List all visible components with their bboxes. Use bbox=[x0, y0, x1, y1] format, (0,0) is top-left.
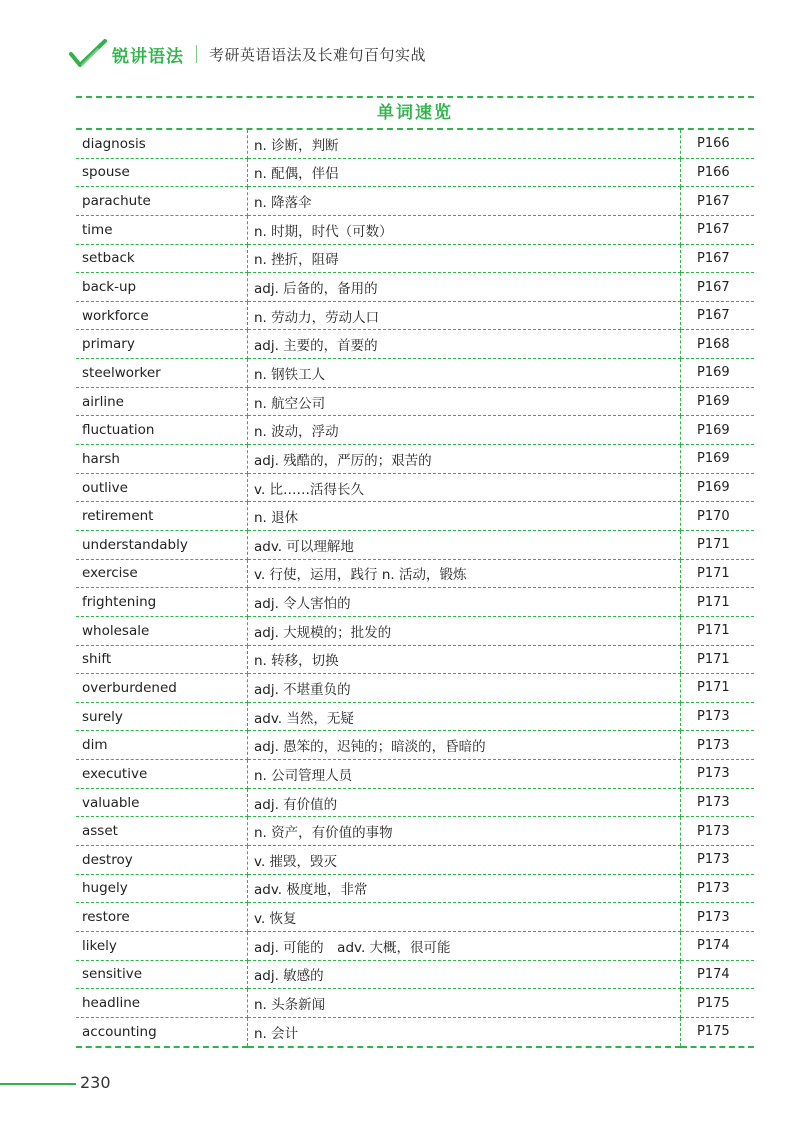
vocab-definition: n. 波动，浮动 bbox=[248, 416, 681, 445]
header-divider bbox=[196, 45, 197, 63]
vocab-word: exercise bbox=[76, 559, 248, 588]
vocab-page-ref: P173 bbox=[681, 788, 755, 817]
table-row bbox=[76, 989, 754, 1018]
vocab-page-ref: P167 bbox=[681, 187, 755, 216]
vocab-word: restore bbox=[76, 903, 248, 932]
book-subtitle: 考研英语语法及长难句百句实战 bbox=[209, 45, 427, 64]
vocab-word: destroy bbox=[76, 846, 248, 875]
vocab-page-ref: P173 bbox=[681, 874, 755, 903]
vocab-word: time bbox=[76, 215, 248, 244]
table-row bbox=[76, 416, 754, 445]
vocab-page-ref: P171 bbox=[681, 530, 755, 559]
table-row bbox=[76, 301, 754, 330]
vocab-page-ref: P175 bbox=[681, 1017, 755, 1046]
table-row bbox=[76, 1017, 754, 1046]
vocab-table bbox=[76, 130, 754, 1048]
vocab-word: diagnosis bbox=[76, 130, 248, 158]
vocab-definition: v. 比……活得长久 bbox=[248, 473, 681, 502]
vocab-word: primary bbox=[76, 330, 248, 359]
vocab-word: asset bbox=[76, 817, 248, 846]
vocab-definition: adv. 可以理解地 bbox=[248, 530, 681, 559]
vocab-definition: adj. 敏感的 bbox=[248, 960, 681, 989]
vocab-page-ref: P175 bbox=[681, 989, 755, 1018]
vocab-page-ref: P170 bbox=[681, 502, 755, 531]
table-row bbox=[76, 530, 754, 559]
vocab-word: retirement bbox=[76, 502, 248, 531]
vocab-word: shift bbox=[76, 645, 248, 674]
vocab-definition: adj. 大规模的；批发的 bbox=[248, 616, 681, 645]
vocab-definition: adv. 极度地，非常 bbox=[248, 874, 681, 903]
table-row bbox=[76, 817, 754, 846]
vocab-definition: adj. 残酷的，严厉的；艰苦的 bbox=[248, 445, 681, 474]
vocab-page-ref: P173 bbox=[681, 731, 755, 760]
vocab-page-ref: P174 bbox=[681, 931, 755, 960]
vocab-page-ref: P174 bbox=[681, 960, 755, 989]
table-row bbox=[76, 387, 754, 416]
vocab-definition: adj. 愚笨的，迟钝的；暗淡的，昏暗的 bbox=[248, 731, 681, 760]
vocab-definition: adj. 后备的，备用的 bbox=[248, 273, 681, 302]
vocab-page-ref: P173 bbox=[681, 702, 755, 731]
vocab-definition: adj. 不堪重负的 bbox=[248, 674, 681, 703]
table-row bbox=[76, 846, 754, 875]
checkmark-pen-logo-icon bbox=[68, 39, 108, 69]
vocab-page-ref: P171 bbox=[681, 588, 755, 617]
table-row bbox=[76, 215, 754, 244]
vocab-word: back-up bbox=[76, 273, 248, 302]
table-row bbox=[76, 645, 754, 674]
footer-accent-line bbox=[0, 1083, 76, 1085]
vocab-definition: adj. 可能的 adv. 大概，很可能 bbox=[248, 931, 681, 960]
vocab-page-ref: P167 bbox=[681, 215, 755, 244]
vocab-word: headline bbox=[76, 989, 248, 1018]
vocab-word: steelworker bbox=[76, 359, 248, 388]
vocab-word: overburdened bbox=[76, 674, 248, 703]
table-row bbox=[76, 244, 754, 273]
table-row bbox=[76, 960, 754, 989]
vocab-definition: adj. 主要的，首要的 bbox=[248, 330, 681, 359]
vocab-word: dim bbox=[76, 731, 248, 760]
vocab-word: valuable bbox=[76, 788, 248, 817]
vocab-word: harsh bbox=[76, 445, 248, 474]
vocab-definition: n. 会计 bbox=[248, 1017, 681, 1046]
vocab-word: workforce bbox=[76, 301, 248, 330]
vocab-page-ref: P167 bbox=[681, 244, 755, 273]
vocab-page-ref: P171 bbox=[681, 645, 755, 674]
table-row bbox=[76, 616, 754, 645]
vocab-definition: n. 挫折，阻碍 bbox=[248, 244, 681, 273]
vocab-page-ref: P169 bbox=[681, 359, 755, 388]
table-row bbox=[76, 931, 754, 960]
table-row bbox=[76, 445, 754, 474]
vocab-page-ref: P168 bbox=[681, 330, 755, 359]
vocab-page-ref: P173 bbox=[681, 903, 755, 932]
vocab-word: wholesale bbox=[76, 616, 248, 645]
table-row bbox=[76, 187, 754, 216]
vocab-page-ref: P166 bbox=[681, 158, 755, 187]
vocab-word: hugely bbox=[76, 874, 248, 903]
table-row bbox=[76, 130, 754, 158]
vocab-page-ref: P169 bbox=[681, 416, 755, 445]
table-row bbox=[76, 502, 754, 531]
vocab-definition: n. 资产，有价值的事物 bbox=[248, 817, 681, 846]
vocab-definition: adj. 有价值的 bbox=[248, 788, 681, 817]
vocab-word: fluctuation bbox=[76, 416, 248, 445]
vocab-page-ref: P167 bbox=[681, 273, 755, 302]
vocab-definition: n. 钢铁工人 bbox=[248, 359, 681, 388]
table-row bbox=[76, 731, 754, 760]
vocab-page-ref: P169 bbox=[681, 387, 755, 416]
brand-name: 锐讲语法 bbox=[112, 46, 184, 67]
vocab-word: likely bbox=[76, 931, 248, 960]
table-row bbox=[76, 330, 754, 359]
vocab-definition: n. 公司管理人员 bbox=[248, 760, 681, 789]
vocab-page-ref: P171 bbox=[681, 674, 755, 703]
vocab-word: surely bbox=[76, 702, 248, 731]
vocab-definition: n. 头条新闻 bbox=[248, 989, 681, 1018]
page-header bbox=[68, 38, 426, 70]
vocab-definition: n. 诊断，判断 bbox=[248, 130, 681, 158]
vocab-definition: v. 摧毁，毁灭 bbox=[248, 846, 681, 875]
vocab-word: frightening bbox=[76, 588, 248, 617]
vocab-page-ref: P167 bbox=[681, 301, 755, 330]
vocab-definition: n. 配偶，伴侣 bbox=[248, 158, 681, 187]
table-row bbox=[76, 158, 754, 187]
vocab-definition: n. 时期，时代（可数） bbox=[248, 215, 681, 244]
table-row bbox=[76, 588, 754, 617]
table-row bbox=[76, 559, 754, 588]
vocab-word: spouse bbox=[76, 158, 248, 187]
vocab-table-title: 单词速览 bbox=[76, 96, 754, 130]
vocab-definition: n. 降落伞 bbox=[248, 187, 681, 216]
vocab-definition: adj. 令人害怕的 bbox=[248, 588, 681, 617]
vocab-word: sensitive bbox=[76, 960, 248, 989]
vocab-page-ref: P173 bbox=[681, 817, 755, 846]
vocab-page-ref: P171 bbox=[681, 616, 755, 645]
vocab-word: setback bbox=[76, 244, 248, 273]
vocab-word: parachute bbox=[76, 187, 248, 216]
vocab-definition: v. 行使，运用，践行 n. 活动，锻炼 bbox=[248, 559, 681, 588]
table-row bbox=[76, 874, 754, 903]
vocab-definition: n. 退休 bbox=[248, 502, 681, 531]
vocab-page-ref: P173 bbox=[681, 846, 755, 875]
vocab-page-ref: P166 bbox=[681, 130, 755, 158]
vocab-page-ref: P173 bbox=[681, 760, 755, 789]
vocab-word: accounting bbox=[76, 1017, 248, 1046]
table-row bbox=[76, 674, 754, 703]
table-row bbox=[76, 359, 754, 388]
table-row bbox=[76, 702, 754, 731]
vocab-word: understandably bbox=[76, 530, 248, 559]
vocab-word: airline bbox=[76, 387, 248, 416]
vocab-definition: v. 恢复 bbox=[248, 903, 681, 932]
vocab-word: outlive bbox=[76, 473, 248, 502]
vocab-page-ref: P171 bbox=[681, 559, 755, 588]
table-row bbox=[76, 760, 754, 789]
table-row bbox=[76, 788, 754, 817]
page-number: 230 bbox=[80, 1073, 111, 1092]
vocab-definition: n. 转移，切换 bbox=[248, 645, 681, 674]
vocab-definition: adv. 当然，无疑 bbox=[248, 702, 681, 731]
table-row bbox=[76, 273, 754, 302]
vocab-word: executive bbox=[76, 760, 248, 789]
vocab-definition: n. 航空公司 bbox=[248, 387, 681, 416]
table-row bbox=[76, 903, 754, 932]
vocab-page-ref: P169 bbox=[681, 445, 755, 474]
table-row bbox=[76, 473, 754, 502]
vocab-definition: n. 劳动力，劳动人口 bbox=[248, 301, 681, 330]
vocab-table-body bbox=[76, 130, 754, 1047]
vocab-page-ref: P169 bbox=[681, 473, 755, 502]
